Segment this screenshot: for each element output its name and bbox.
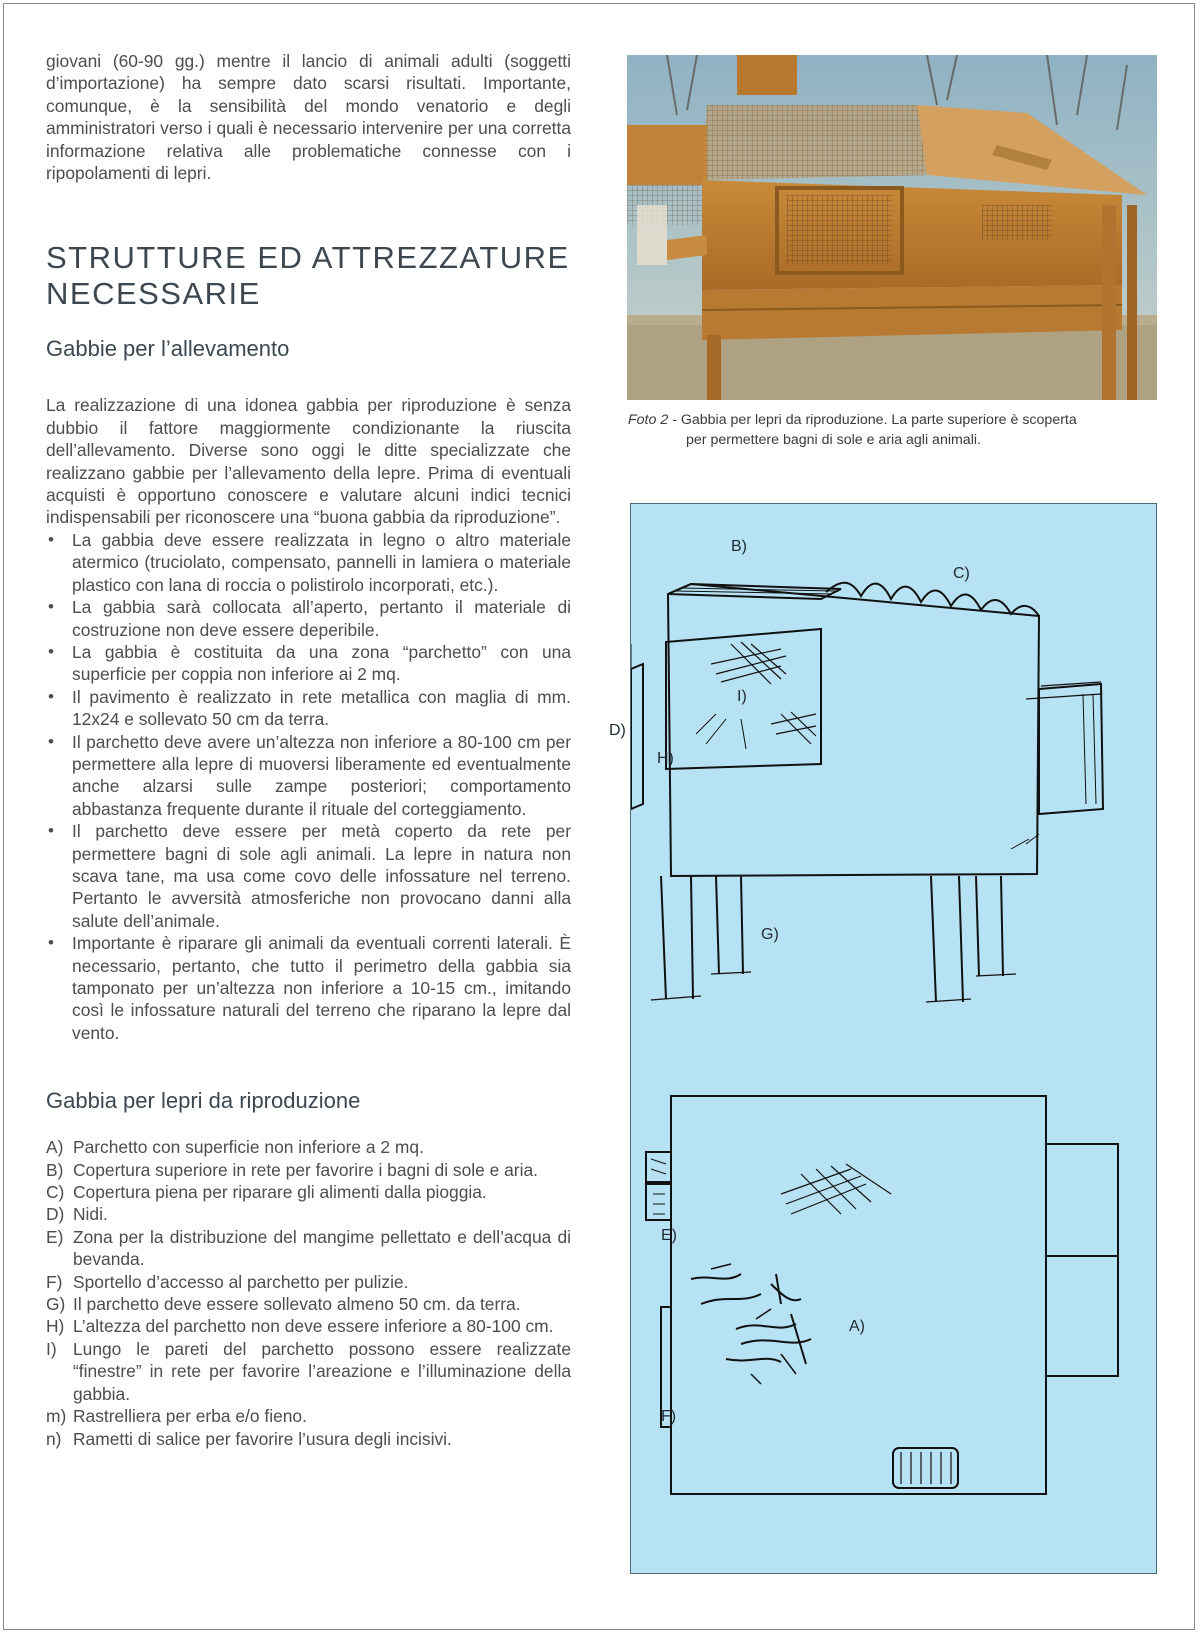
caption-label: Foto 2 - [628,412,677,428]
diagram-label-h: H) [657,750,674,767]
legend-item: D) Nidi. [46,1204,108,1225]
subsection-title-cages: Gabbie per l’allevamento [46,336,290,362]
diagram-label-d: D) [609,722,626,739]
diagram-label-i: I) [737,688,747,705]
cages-paragraph: La realizzazione di una idonea gabbia per riproduzione è senza dubbio il fattore maggiormente condizionante la riuscita dell’allevamento. Diverse sono oggi le ditte specializzate che realizzano gabbie per l’allevamento della lepre. Prima di eventuali acquisti è opportuno conoscere e valutare alcuni indici tecnici indispensabili per riconoscere una “buona gabbia da riproduzione”. [46,395,571,528]
list-item: • Il pavimento è realizzato in rete metallica con maglia di mm. 12x24 e sollevato 50 cm da terra. [48,686,571,730]
diagram-label-g: G) [761,926,779,943]
left-column [46,50,571,1450]
list-item: • Il parchetto deve avere un’altezza non inferiore a 80-100 cm per permettere alla lepre di muoversi liberamente ed eventualmente anche alzarsi sulle zampe posteriori; comportamento abbastanza frequente durante il rituale del corteggiamento. [48,731,571,819]
diagram-label-b: B) [731,538,747,555]
legend-list [46,1136,571,1450]
list-item: • Il parchetto deve essere per metà coperto da rete per permettere bagni di sole agli animali. La lepre in natura non scava tane, ma usa come covo delle infossature nel terreno. Pertanto le avversità atmosferiche non provocano danni alla salute dell’animale. [48,821,571,931]
list-item: • La gabbia è costituita da una zona “parchetto” con una superficie per coppia non inferiore ai 2 mq. [48,641,571,685]
list-item: • Importante è riparare gli animali da eventuali correnti laterali. È necessario, pertanto, che tutto il perimetro della gabbia sia tamponato per un’altezza non inferiore a 10-15 cm., imitando così le infossature naturali del terreno che riparano la lepre dal vento. [48,933,571,1043]
legend-item: G) Il parchetto deve essere sollevato almeno 50 cm. da terra. [46,1294,521,1315]
cage-photo-illustration [627,55,1157,400]
intro-paragraph: giovani (60-90 gg.) mentre il lancio di animali adulti (soggetti d’importazione) ha sempre dato scarsi risultati. Importante, comunque, è la sensibilità del mondo venatorio e degli amministratori verso i quali è necessario intervenire per una corretta informazione relativa alle problematiche connesse con i ripopolamenti di lepri. [46,51,571,184]
legend-item: E) Zona per la distribuzione del mangime pellettato e dell’acqua di bevanda. [46,1226,571,1270]
legend-item: m) Rastrelliera per erba e/o fieno. [46,1406,307,1427]
caption-line-1: Gabbia per lepri da riproduzione. La parte superiore è scoperta [680,412,1077,428]
diagram-label-f: F) [661,1408,677,1425]
photo-caption [628,410,1163,450]
legend-item: n) Rametti di salice per favorire l’usura degli incisivi. [46,1428,452,1449]
subsection-title-breeding-cage: Gabbia per lepri da riproduzione [46,1088,361,1114]
legend-item: C) Copertura piena per riparare gli alimenti dalla pioggia. [46,1182,487,1203]
legend-item: F) Sportello d’accesso al parchetto per pulizie. [46,1271,409,1292]
diagram-label-e: E) [661,1227,677,1244]
legend-item: B) Copertura superiore in rete per favorire i bagni di sole e aria. [46,1159,538,1180]
section-title: STRUTTURE ED ATTREZZATURE NECESSARIE [46,240,570,312]
legend-item: H) L’altezza del parchetto non deve essere inferiore a 80-100 cm. [46,1316,554,1337]
legend-item: I) Lungo le pareti del parchetto possono essere realizzate “finestre” in rete per favorire l’areazione e l’illuminazione della gabbia. [46,1338,571,1404]
list-item: • La gabbia sarà collocata all’aperto, pertanto il materiale di costruzione non deve essere deperibile. [48,597,571,640]
list-item: • La gabbia deve essere realizzata in legno o altro materiale atermico (truciolato, compensato, pannelli in lamiera o materiale plastico con lana di roccia o polistirolo incorporati, etc.). [48,529,571,595]
cage-photo [627,55,1157,400]
legend-item: A) Parchetto con superficie non inferiore a 2 mq. [46,1137,424,1158]
cage-diagram [609,503,1157,1574]
caption-line-2: per permettere bagni di sole e aria agli animali. [686,432,981,448]
diagram-label-c: C) [953,565,970,582]
requirements-list [46,529,571,1044]
diagram-label-a: A) [849,1318,865,1335]
cage-diagram-drawing [631,504,1158,1575]
